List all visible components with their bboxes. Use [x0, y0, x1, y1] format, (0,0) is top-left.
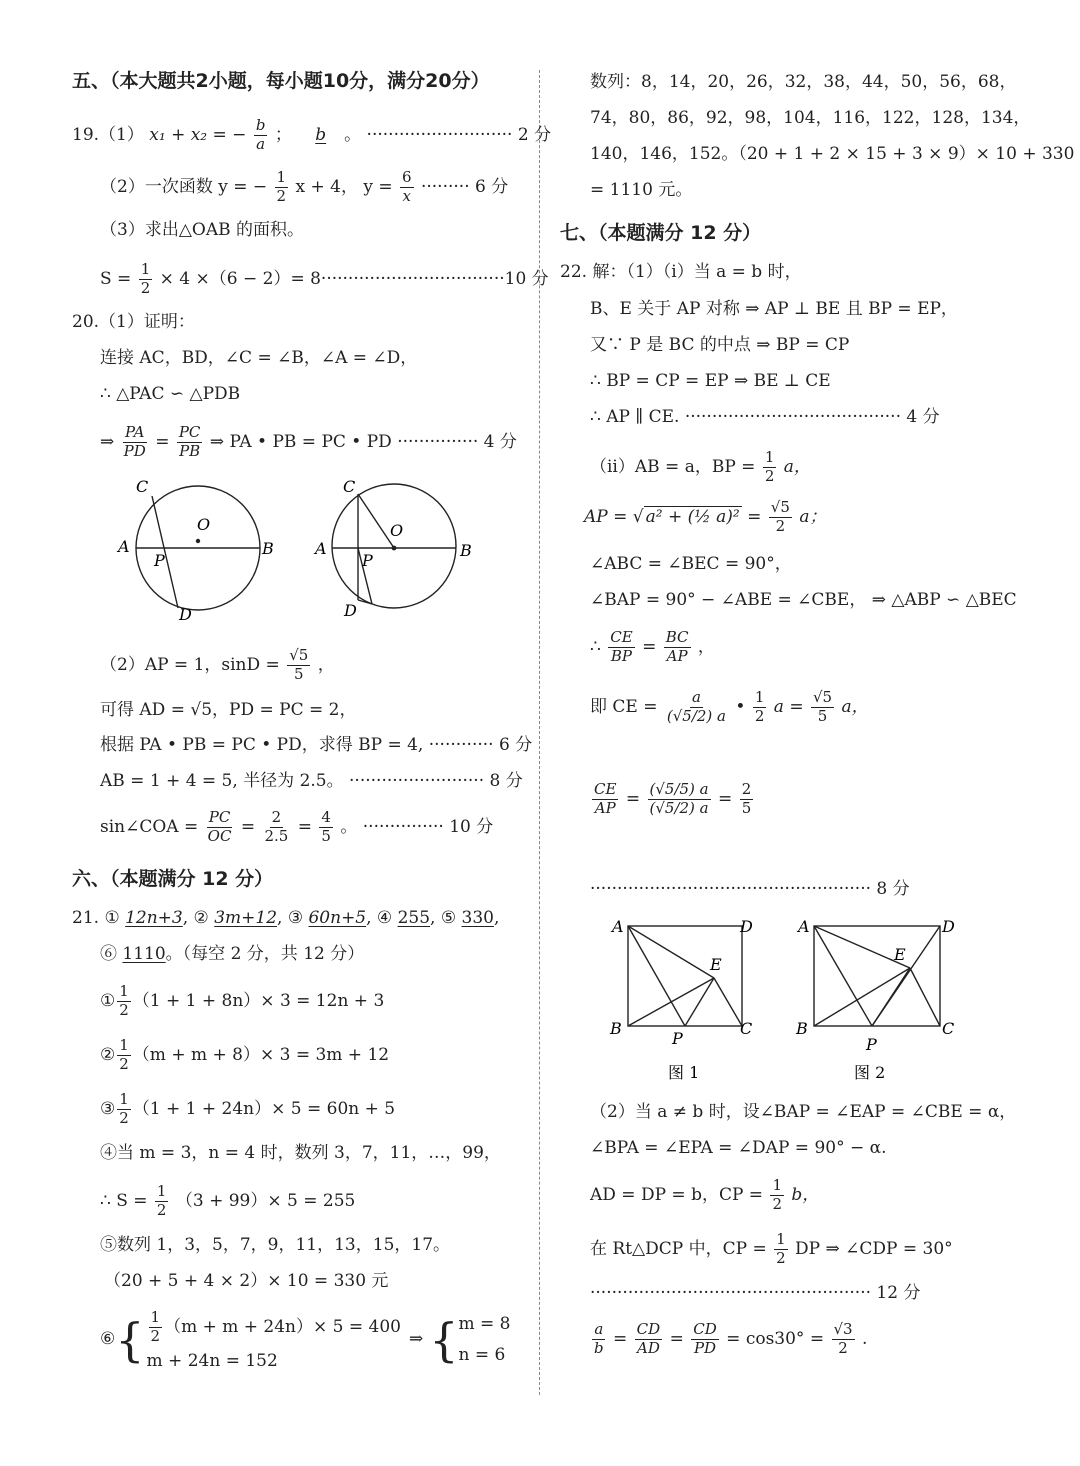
square-figures	[600, 912, 1020, 1087]
q20-sin-formula: sin∠COA = $\frac{PC}{OC}$ = $\frac{2}{2.5}$ = $\frac{4}{5}$ 。 ··············· 10 分	[100, 808, 494, 845]
sequence-line: 数列：8，14，20，26，32，38，44，50，56，68，	[590, 72, 1017, 92]
q22-ap-formula: AP = √ a² + (½ a)² = $\frac{√5}{2}$ a；	[584, 498, 827, 535]
q22-line: ∴ AP ∥ CE. ········································ 4 分	[590, 407, 940, 427]
circle-figures	[112, 470, 532, 630]
svg-text:C: C	[942, 1019, 955, 1038]
q22-score-8: ···················································· 8 分	[590, 879, 910, 899]
left-brace: {	[115, 1312, 145, 1367]
section-6-heading: 六、（本题满分 12 分）	[72, 868, 274, 890]
svg-text:C: C	[740, 1019, 753, 1038]
svg-text:P: P	[362, 551, 373, 570]
q22-part2: ∠BPA = ∠EPA = ∠DAP = 90° − α.	[590, 1138, 887, 1158]
q21-step-4-sum: ∴ S = $\frac{1}{2}$ （3 + 99）× 5 = 255	[100, 1182, 356, 1219]
svg-text:B: B	[610, 1019, 622, 1038]
q21-step-2: ② $\frac{1}{2}$ （m + m + 8）× 3 = 3m + 12	[100, 1036, 390, 1073]
q22-part2: 在 Rt△DCP 中，CP = $\frac{1}{2}$ DP ⇒ ∠CDP = 30°	[590, 1230, 953, 1267]
svg-text:E: E	[894, 945, 906, 964]
svg-text:A: A	[612, 917, 624, 936]
sequence-line: = 1110 元。	[590, 180, 693, 200]
q19-part2: （2）一次函数 y = − $\frac{1}{2}$ x + 4， y = $\frac{6}{x}$ ········· 6 分	[100, 168, 509, 205]
q20-line: ⇒ $\frac{PA}{PD}$ = $\frac{PC}{PB}$ ⇒ PA • PB = PC • PD ··············· 4 分	[100, 423, 517, 460]
q22-part2: （2）当 a ≠ b 时，设∠BAP = ∠EAP = ∠CBE = α，	[590, 1102, 1017, 1122]
q22-part2: AD = DP = b，CP = $\frac{1}{2}$ b，	[590, 1176, 820, 1213]
svg-text:P: P	[672, 1029, 683, 1048]
svg-text:P: P	[154, 551, 165, 570]
section-5-heading: 五、（本大题共2小题，每小题10分，满分20分）	[72, 70, 490, 92]
q20-line: 可得 AD = √5，PD = PC = 2，	[100, 700, 357, 720]
q21-step-6-system: ⑥ { $\frac{1}{2}$ （m + m + 24n）× 5 = 400 m + 24n = 152 ⇒ { m = 8 n = 6	[100, 1308, 511, 1371]
q20-line: AB = 1 + 4 = 5, 半径为 2.5。 ························· 8 分	[100, 771, 523, 791]
q21-step-3: ③ $\frac{1}{2}$ （1 + 1 + 24n）× 5 = 60n + 5	[100, 1090, 396, 1127]
svg-text:D: D	[740, 917, 753, 936]
svg-text:C: C	[343, 477, 356, 496]
q21-step-5b: （20 + 5 + 4 × 2）× 10 = 330 元	[104, 1271, 389, 1291]
q20-part2: （2）AP = 1，sinD = $\frac{√5}{5}$ ，	[100, 646, 335, 683]
svg-text:O: O	[390, 521, 404, 540]
q21-answers: 21. ① 12n+3, ② 3m+12, ③ 60n+5, ④ 255, ⑤ 330,	[72, 908, 500, 928]
q19-part3: （3）求出△OAB 的面积。	[100, 220, 304, 240]
svg-text:A: A	[315, 539, 327, 558]
q22-final: $\frac{a}{b}$ = $\frac{CD}{AD}$ = $\frac{CD}{PD}$ = cos30° = $\frac{√3}{2}$ .	[594, 1320, 868, 1357]
q19-area-formula: S = $\frac{1}{2}$ × 4 ×（6 − 2）= 8··································10 分	[100, 260, 549, 297]
q20-line: ∴ △PAC ∽ △PDB	[100, 384, 241, 404]
circle-figure-1	[136, 486, 260, 610]
q21-step-1: ① $\frac{1}{2}$ （1 + 1 + 8n）× 3 = 12n + 3	[100, 982, 385, 1019]
q22-score-12: ···················································· 12 分	[590, 1283, 921, 1303]
sequence-line: 74，80，86，92，98，104，116，122，128，134，	[590, 108, 1031, 128]
label-C: C	[136, 477, 149, 496]
q22-ce-ap: $\frac{CE}{AP}$ = $\frac{(√5/5) a}{(√5/2) a}$ = $\frac{2}{5}$	[594, 780, 752, 817]
q21-step-4: ④当 m = 3，n = 4 时，数列 3，7，11，…，99，	[100, 1143, 501, 1163]
svg-text:E: E	[710, 955, 722, 974]
svg-text:A: A	[118, 537, 130, 556]
q22-ratio: ∴ $\frac{CE}{BP}$ = $\frac{BC}{AP}$ ，	[590, 628, 715, 665]
q22-line: 22. 解：（1）（i）当 a = b 时，	[560, 262, 802, 282]
q21-answers-2: ⑥ 1110。（每空 2 分，共 12 分）	[100, 944, 365, 964]
svg-text:A: A	[798, 917, 810, 936]
q20-line: 根据 PA • PB = PC • PD，求得 BP = 4, ············ 6 分	[100, 735, 533, 755]
q22-ce: 即 CE = $\frac{a}{(√5/2) a}$ • $\frac{1}{2}$ a = $\frac{√5}{5}$ a，	[590, 688, 869, 725]
svg-text:P: P	[866, 1035, 877, 1054]
square-figure-2	[814, 926, 940, 1026]
q22-line: 又∵ P 是 BC 的中点 ⇒ BP = CP	[590, 335, 850, 355]
svg-text:B: B	[460, 541, 472, 560]
q20-part1: 20.（1）证明：	[72, 312, 195, 332]
q20-line: 连接 AC，BD，∠C = ∠B，∠A = ∠D，	[100, 348, 418, 368]
q19-part1: 19.（1） x₁ + x₂ = − $\frac{b}{a}$ ； b 。 ··························· 2 分	[72, 116, 552, 153]
svg-text:B: B	[796, 1019, 808, 1038]
q22-line: ∠ABC = ∠BEC = 90°，	[590, 554, 792, 574]
svg-text:D: D	[179, 605, 192, 624]
q21-step-5: ⑤数列 1，3，5，7，9，11，13，15，17。	[100, 1235, 451, 1255]
left-brace: {	[429, 1312, 459, 1367]
sequence-line: 140，146，152。（20 + 1 + 2 × 15 + 3 × 9）× 10 + 330	[590, 144, 1075, 164]
q22-ii: （ii）AB = a，BP = $\frac{1}{2}$ a，	[590, 448, 811, 485]
svg-text:图 1: 图 1	[668, 1063, 700, 1082]
svg-text:D: D	[942, 917, 955, 936]
svg-text:B: B	[262, 539, 274, 558]
svg-text:D: D	[344, 601, 357, 620]
svg-text:图 2: 图 2	[854, 1063, 886, 1082]
q22-line: ∠BAP = 90° − ∠ABE = ∠CBE， ⇒ △ABP ∽ △BEC	[590, 590, 1017, 610]
fraction: $\frac{b}{a}$	[255, 116, 266, 153]
q22-line: ∴ BP = CP = EP ⇒ BE ⊥ CE	[590, 371, 831, 391]
q22-line: B、E 关于 AP 对称 ⇒ AP ⊥ BE 且 BP = EP，	[590, 299, 958, 319]
section-7-heading: 七、（本题满分 12 分）	[560, 222, 762, 244]
svg-text:O: O	[197, 515, 211, 534]
square-figure-1	[628, 926, 742, 1026]
